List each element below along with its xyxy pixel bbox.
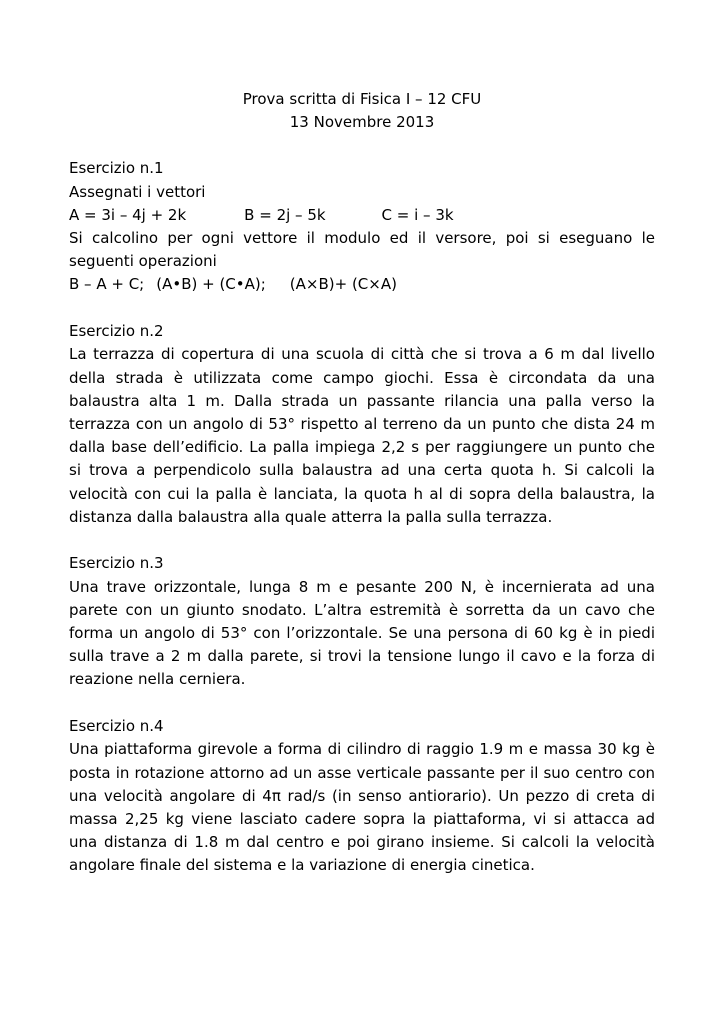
exam-page: [69, 88, 655, 901]
exercise-1-heading: Esercizio n.1: [69, 159, 164, 178]
operation-3: (A×B)+ (C×A): [289, 275, 397, 294]
vector-list: [69, 204, 655, 227]
exercise-1-intro: Assegnati i vettori: [69, 182, 206, 201]
exercise-2-heading: Esercizio n.2: [69, 322, 164, 341]
exercise-2-text: La terrazza di copertura di una scuola di città che si trova a 6 m dal livello della strada è utilizzata come campo giochi. Essa è circondata da una balaustra alta 1 m. Dalla strada un passante rilancia una palla verso la terrazza con un angolo di 53° rispetto al terreno da un punto che dista 24 m dalla base dell’edificio. La palla impiega 2,2 s per raggiungere un punto che si trova a perpendicolo sulla balaustra ad una certa quota h. Si calcoli la velocità con cui la palla è lanciata, la quota h al di sopra della balaustra, la distanza dalla balaustra alla quale atterra la palla sulla terrazza.: [69, 345, 655, 526]
exam-header: [69, 88, 655, 134]
exercise-4: [69, 715, 655, 877]
exercise-1: [69, 157, 655, 296]
exercise-1-instruction: Si calcolino per ogni vettore il modulo ed il versore, poi si eseguano le seguenti operazioni: [69, 229, 655, 271]
operation-2: (A•B) + (C•A);: [156, 275, 266, 294]
exercise-4-heading: Esercizio n.4: [69, 717, 164, 736]
operation-1: B – A + C;: [69, 275, 145, 294]
exam-date: 13 Novembre 2013: [289, 113, 435, 132]
vector-a: A = 3i – 4j + 2k: [69, 205, 187, 224]
exercise-3-text: Una trave orizzontale, lunga 8 m e pesante 200 N, è incernierata ad una parete con un giunto snodato. L’altra estremità è sorretta da un cavo che forma un angolo di 53° con l’orizzontale. Se una persona di 60 kg è in piedi sulla trave a 2 m dalla parete, si trovi la tensione lungo il cavo e la forza di reazione nella cerniera.: [69, 577, 655, 689]
exercise-3: [69, 552, 655, 691]
operations-list: [69, 273, 655, 296]
exercise-4-text: Una piattaforma girevole a forma di cilindro di raggio 1.9 m e massa 30 kg è posta in rotazione attorno ad un asse verticale passante per il suo centro con una velocità angolare di 4π rad/s (in senso antiorario). Un pezzo di creta di massa 2,25 kg viene lasciato cadere sopra la piattaforma, vi si attacca ad una distanza di 1.8 m dal centro e poi girano insieme. Si calcoli la velocità angolare finale del sistema e la variazione di energia cinetica.: [69, 740, 655, 875]
exercise-2: [69, 320, 655, 529]
vector-b: B = 2j – 5k: [244, 205, 326, 224]
vector-c: C = i – 3k: [381, 205, 454, 224]
exam-title: Prova scritta di Fisica I – 12 CFU: [242, 90, 482, 108]
exercise-3-heading: Esercizio n.3: [69, 554, 164, 573]
